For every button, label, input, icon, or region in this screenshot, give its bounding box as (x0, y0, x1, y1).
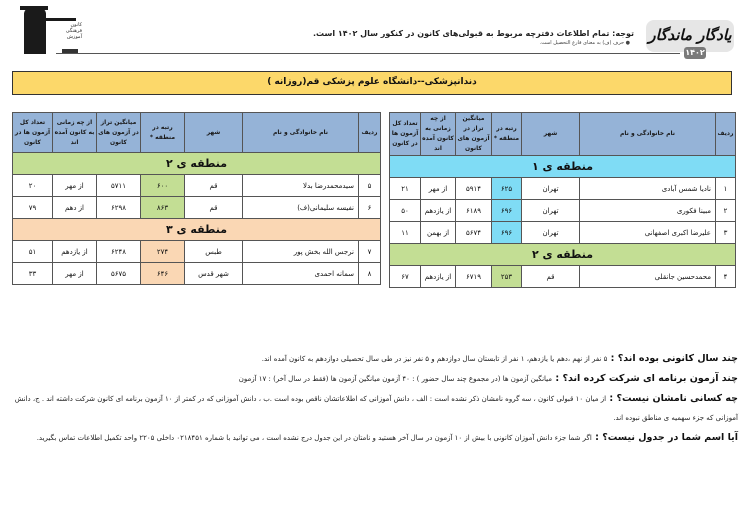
cell-idx: ۱ (716, 178, 736, 200)
cell-idx: ۵ (359, 175, 381, 197)
cell-total: ۵۱ (13, 241, 53, 263)
notice-main: توجه: تمام اطلاعات دفترچه مربوط به قبولی‌های کانون در کنکور سال ۱۴۰۲ است. (312, 29, 634, 38)
cell-idx: ۷ (359, 241, 381, 263)
note-answer: از میان ۱۰ قبولی کانون ، سه گروه نامشان ذکر نشده است : الف ، دانش آموزانی که اطلاعاتشان ناقص بوده است .ب ، دانش آموزانی که در کمتر از ۱۰ آزمون برنامه ای کانون شرکت داشته اند . ج، دانش آموزانی که جزء سهمیه ی مناطق نبوده اند. (14, 395, 738, 422)
note-item (10, 389, 738, 428)
cell-since: از یازدهم (53, 241, 97, 263)
col-header-avg: میانگین تراز در آزمون های کانون (97, 113, 141, 153)
logo-text-line: کانون (70, 22, 82, 28)
note-question: چند آزمون برنامه ای شرکت کرده اند؟ : (552, 373, 738, 384)
cell-avg: ۵۷۱۱ (97, 175, 141, 197)
cell-total: ۷۹ (13, 197, 53, 219)
cell-city: تهران (522, 200, 580, 222)
major-title: دندانپزشکی--دانشگاه علوم پزشکی قم(روزانه ) (12, 71, 732, 95)
cell-since: از یازدهم (421, 200, 456, 222)
region-header-row (390, 156, 736, 178)
cell-avg: ۶۱۸۹ (456, 200, 492, 222)
cell-city: تهران (522, 178, 580, 200)
cell-total: ۳۳ (13, 263, 53, 285)
region-label: منطقه ی ۳ (13, 219, 381, 241)
cell-rank: ۶۹۶ (492, 222, 522, 244)
page-header (0, 0, 744, 62)
pointer-arm-icon (42, 18, 76, 21)
table-row (13, 175, 381, 197)
logo-text (62, 22, 82, 40)
cell-name: سمانه احمدی (243, 263, 359, 285)
table-row (390, 178, 736, 200)
cell-rank: ۸۶۳ (141, 197, 185, 219)
cell-rank: ۶۰۰ (141, 175, 185, 197)
cell-since: از یازدهم (421, 266, 456, 288)
logo-text-line: فرهنگی (65, 28, 82, 34)
table-row (13, 197, 381, 219)
table-row (390, 200, 736, 222)
cell-total: ۲۱ (390, 178, 421, 200)
cell-total: ۶۷ (390, 266, 421, 288)
col-header-city: شهر (185, 113, 243, 153)
brand-title: یادگار ماندگار (646, 20, 734, 52)
brand-year-badge: ۱۴۰۲ (685, 48, 705, 57)
cell-name: علیرضا اکبری اصفهانی (580, 222, 716, 244)
cell-idx: ۲ (716, 200, 736, 222)
logo-text-line: آموزش (66, 34, 82, 40)
notice-sub: ● حرف (ف) به معنای فارغ التحصیل است. (539, 40, 630, 46)
cell-rank: ۶۴۶ (141, 263, 185, 285)
cell-name: نفیسه سلیمانی(ف) (243, 197, 359, 219)
cell-since: از بهمن (421, 222, 456, 244)
cell-avg: ۵۹۱۴ (456, 178, 492, 200)
cell-city: شهر قدس (185, 263, 243, 285)
note-question: آیا اسم شما در جدول نیست؟ : (591, 432, 738, 443)
cell-avg: ۵۶۷۵ (97, 263, 141, 285)
cell-idx: ۴ (716, 266, 736, 288)
note-question: چند سال کانونی بوده اند؟ : (607, 353, 738, 364)
col-header-idx: ردیف (716, 113, 736, 156)
region-header-row (13, 219, 381, 241)
cell-rank: ۲۷۴ (141, 241, 185, 263)
table-row (13, 241, 381, 263)
results-table-right (389, 112, 736, 288)
table-header-row (390, 113, 736, 156)
cell-since: از مهر (421, 178, 456, 200)
table-header-row (13, 113, 381, 153)
results-table-left (12, 112, 381, 285)
note-answer: میانگین آزمون ها (در مجموع چند سال حضور ) : ۴۰ آزمون میانگین آزمون ها (فقط در سال آخر) : ۱۷ آزمون (238, 375, 553, 383)
cell-total: ۲۰ (13, 175, 53, 197)
cell-total: ۵۰ (390, 200, 421, 222)
col-header-total: تعداد کل آزمون ها در کانون (13, 113, 53, 153)
cell-name: نادیا شمس آبادی (580, 178, 716, 200)
note-question: چه کسانی نامشان نیست؟ : (606, 393, 738, 404)
cell-avg: ۶۲۹۸ (97, 197, 141, 219)
cell-avg: ۶۲۴۸ (97, 241, 141, 263)
cell-since: از دهم (53, 197, 97, 219)
col-header-idx: ردیف (359, 113, 381, 153)
cell-idx: ۳ (716, 222, 736, 244)
table-row (390, 222, 736, 244)
cell-name: سیدمحمدرضا بدلا (243, 175, 359, 197)
cell-idx: ۸ (359, 263, 381, 285)
cell-city: قم (522, 266, 580, 288)
region-label: منطقه ی ۱ (390, 156, 736, 178)
header-divider (56, 53, 680, 54)
cell-city: طبس (185, 241, 243, 263)
cell-city: قم (185, 197, 243, 219)
region-header-row (390, 244, 736, 266)
cell-rank: ۶۲۵ (492, 178, 522, 200)
cell-name: مبینا فکوری (580, 200, 716, 222)
cell-avg: ۶۷۱۹ (456, 266, 492, 288)
col-header-avg: میانگین تراز در آزمون های کانون (456, 113, 492, 156)
table-row (390, 266, 736, 288)
cell-avg: ۵۶۷۴ (456, 222, 492, 244)
graduate-figure-icon (24, 8, 46, 54)
region-header-row (13, 153, 381, 175)
col-header-city: شهر (522, 113, 580, 156)
cell-total: ۱۱ (390, 222, 421, 244)
col-header-name: نام خانوادگی و نام (580, 113, 716, 156)
notice (174, 29, 634, 46)
col-header-since: از چه زمانی به کانون آمده اند (53, 113, 97, 153)
cell-rank: ۲۵۳ (492, 266, 522, 288)
region-label: منطقه ی ۲ (13, 153, 381, 175)
cell-city: تهران (522, 222, 580, 244)
note-item (10, 369, 738, 389)
col-header-rank: رتبه در منطقه * (492, 113, 522, 156)
cell-city: قم (185, 175, 243, 197)
note-answer: ۵ نفر از نهم ،دهم یا یازدهم، ۱ نفر از تابستان سال دوازدهم و ۵ نفر نیز در طی سال تحصیلی دوازدهم به کانون آمده اند. (261, 355, 608, 363)
cell-rank: ۶۹۶ (492, 200, 522, 222)
region-label: منطقه ی ۲ (390, 244, 736, 266)
cell-idx: ۶ (359, 197, 381, 219)
col-header-since: از چه زمانی به کانون آمده اند (421, 113, 456, 156)
table-row (13, 263, 381, 285)
note-item (10, 349, 738, 369)
col-header-total: تعداد کل آزمون ها در کانون (390, 113, 421, 156)
notes-section (10, 349, 738, 448)
col-header-rank: رتبه در منطقه * (141, 113, 185, 153)
note-answer: اگر شما جزء دانش آموزان کانونی با بیش از ۱۰ آزمون در سال آخر هستید و نامتان در این جدول درج نشده است ، می توانید با شماره ۰۲۱۸۴۵۱ داخلی ۲۲۰۵ واحد تکمیل اطلاعات تماس بگیرید. (36, 434, 592, 442)
cell-name: محمدحسین جانقلی (580, 266, 716, 288)
col-header-name: نام خانوادگی و نام (243, 113, 359, 153)
note-item (10, 428, 738, 448)
cell-since: از مهر (53, 175, 97, 197)
cell-name: نرجس الله بخش پور (243, 241, 359, 263)
kanoon-logo (20, 4, 82, 56)
cell-since: از مهر (53, 263, 97, 285)
